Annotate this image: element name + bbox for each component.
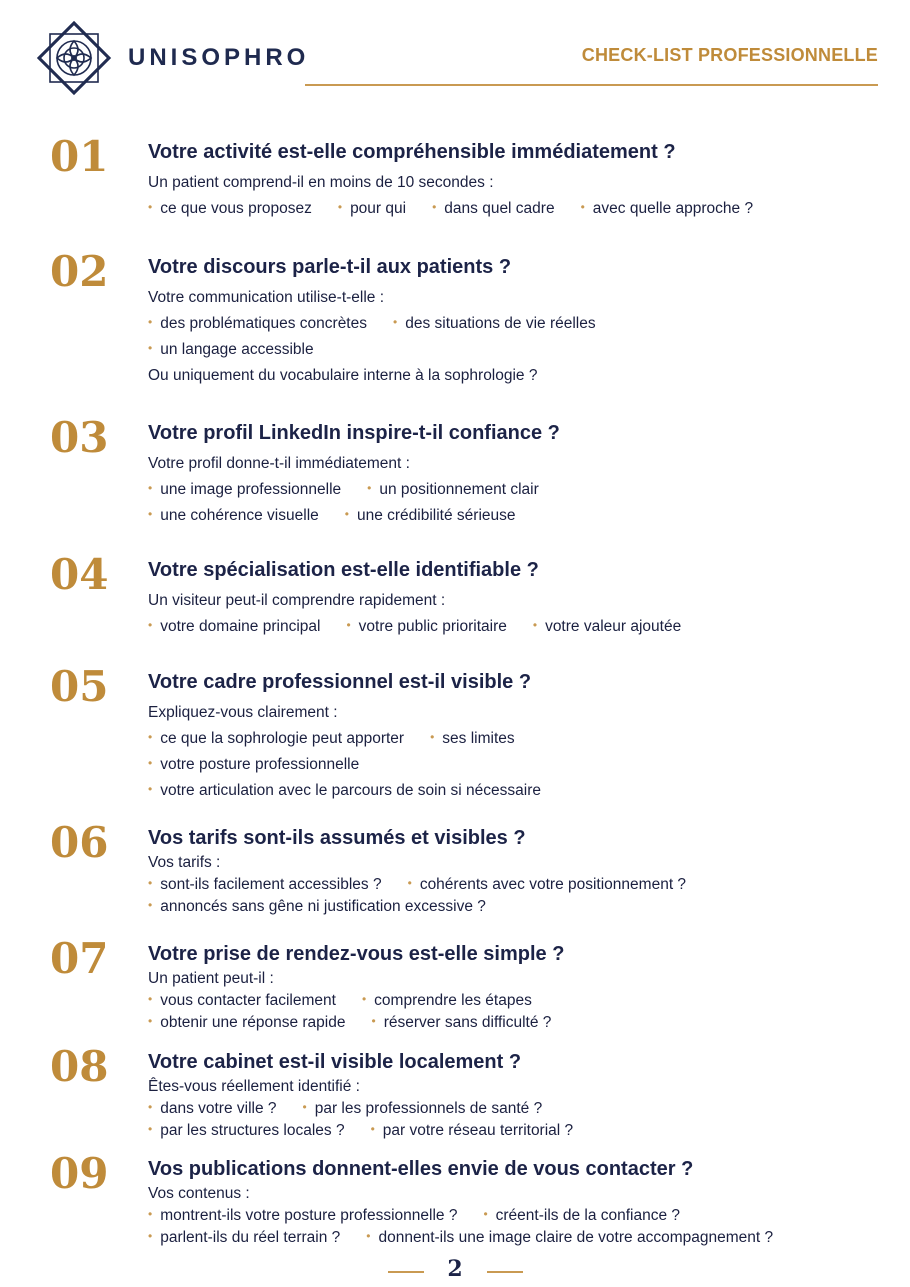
bullet-icon: • — [148, 315, 153, 329]
list-item-text: obtenir une réponse rapide — [160, 1014, 346, 1031]
list-item — [367, 477, 539, 503]
section-intro: Vos tarifs : — [148, 854, 221, 871]
bullet-icon: • — [148, 876, 153, 890]
list-item — [362, 990, 532, 1012]
list-item — [148, 1205, 457, 1227]
bullet-row — [148, 614, 870, 640]
section-content — [148, 1050, 870, 1142]
list-item-text: votre domaine principal — [160, 618, 321, 635]
footer-rule-left — [388, 1271, 424, 1273]
bullet-icon: • — [393, 315, 398, 329]
list-item-text: annoncés sans gêne ni justification excessive ? — [160, 898, 486, 915]
list-item — [148, 778, 541, 804]
footer-rule-right — [487, 1271, 523, 1273]
bullet-icon: • — [370, 1122, 375, 1136]
section-content — [148, 942, 870, 1034]
bullet-icon: • — [148, 507, 153, 521]
section-question: Vos tarifs sont-ils assumés et visibles ? — [148, 827, 526, 849]
bullet-row — [148, 726, 870, 752]
list-item-text: ce que vous proposez — [160, 200, 312, 217]
bullet-icon: • — [483, 1207, 488, 1221]
section-question: Votre cabinet est-il visible localement ? — [148, 1051, 522, 1073]
list-item-text: cohérents avec votre positionnement ? — [419, 876, 687, 893]
list-item — [148, 1012, 345, 1034]
list-item-text: votre valeur ajoutée — [545, 618, 682, 635]
bullet-icon: • — [148, 756, 153, 770]
list-item — [148, 726, 404, 752]
section-outro: Ou uniquement du vocabulaire interne à la sophrologie ? — [148, 367, 538, 384]
page-footer — [0, 1255, 910, 1287]
list-item — [148, 1120, 345, 1142]
list-item-text: comprendre les étapes — [374, 992, 532, 1009]
bullet-icon: • — [148, 1100, 153, 1114]
list-item-text: vous contacter facilement — [160, 992, 336, 1009]
list-item-text: pour qui — [350, 200, 407, 217]
list-item-text: des situations de vie réelles — [405, 315, 596, 332]
list-item-text: des problématiques concrètes — [160, 315, 367, 332]
list-item — [430, 726, 515, 752]
bullet-row — [148, 1205, 870, 1227]
list-item-text: donnent-ils une image claire de votre accompagnement ? — [378, 1229, 774, 1246]
list-item — [148, 1227, 340, 1249]
section-number: 06 — [50, 818, 109, 867]
bullet-row — [148, 990, 870, 1012]
section-intro: Un patient peut-il : — [148, 970, 274, 987]
section-number: 01 — [50, 132, 109, 181]
list-item — [408, 874, 686, 896]
section-content — [148, 558, 870, 640]
list-item — [483, 1205, 680, 1227]
section-number: 08 — [50, 1042, 109, 1091]
list-item — [432, 196, 555, 222]
bullet-icon: • — [344, 507, 349, 521]
bullet-icon: • — [346, 618, 351, 632]
bullet-icon: • — [148, 481, 153, 495]
list-item-text: réserver sans difficulté ? — [383, 1014, 552, 1031]
list-item-text: montrent-ils votre posture professionnelle ? — [160, 1207, 458, 1224]
list-item-text: votre public prioritaire — [358, 618, 507, 635]
section-question: Votre spécialisation est-elle identifiable ? — [148, 559, 539, 581]
bullet-icon: • — [361, 992, 367, 1006]
section-intro: Vos contenus : — [148, 1185, 250, 1202]
bullet-row — [148, 1120, 870, 1142]
list-item — [148, 311, 367, 337]
bullet-row — [148, 1227, 870, 1249]
bullet-icon: • — [366, 1229, 371, 1243]
list-item-text: par les professionnels de santé ? — [314, 1100, 543, 1117]
list-item-text: votre posture professionnelle — [160, 756, 360, 773]
bullet-row — [148, 778, 870, 804]
bullet-row — [148, 752, 870, 778]
bullet-icon: • — [148, 730, 153, 744]
list-item-text: par votre réseau territorial ? — [382, 1122, 574, 1139]
page-number: 2 — [447, 1256, 463, 1282]
section-number: 09 — [50, 1149, 109, 1198]
list-item — [345, 503, 516, 529]
bullet-row — [148, 196, 870, 222]
bullet-icon: • — [407, 876, 412, 890]
bullet-icon: • — [148, 618, 153, 632]
section-content — [148, 670, 870, 804]
section-question: Votre prise de rendez-vous est-elle simple ? — [148, 943, 565, 965]
list-item — [346, 614, 506, 640]
section-intro: Votre profil donne-t-il immédiatement : — [148, 455, 410, 472]
document-type: CHECK-LIST PROFESSIONNELLE — [581, 45, 878, 65]
section-content — [148, 255, 870, 389]
bullet-row — [148, 503, 870, 529]
list-item — [338, 196, 406, 222]
section-question: Vos publications donnent-elles envie de vous contacter ? — [148, 1158, 694, 1180]
mandala-logo-icon — [36, 20, 112, 96]
bullet-row — [148, 337, 870, 363]
bullet-icon: • — [148, 782, 153, 796]
section-intro: Un visiteur peut-il comprendre rapidement : — [148, 592, 446, 609]
list-item-text: créent-ils de la confiance ? — [495, 1207, 681, 1224]
list-item — [366, 1227, 773, 1249]
list-item-text: votre articulation avec le parcours de soin si nécessaire — [160, 782, 542, 799]
list-item — [148, 752, 359, 778]
list-item — [393, 311, 596, 337]
section-intro: Expliquez-vous clairement : — [148, 704, 338, 721]
bullet-icon: • — [432, 200, 437, 214]
bullet-icon: • — [148, 1122, 153, 1136]
list-item-text: par les structures locales ? — [160, 1122, 345, 1139]
header-divider — [305, 84, 878, 86]
section-question: Votre cadre professionnel est-il visible ? — [148, 671, 532, 693]
bullet-row — [148, 311, 870, 337]
section-question: Votre profil LinkedIn inspire-t-il confiance ? — [148, 422, 560, 444]
bullet-row — [148, 1098, 870, 1120]
section-number: 02 — [50, 247, 109, 296]
bullet-icon: • — [371, 1014, 376, 1028]
bullet-icon: • — [148, 898, 153, 912]
list-item — [148, 1098, 277, 1120]
bullet-icon: • — [580, 200, 585, 214]
bullet-icon: • — [367, 481, 372, 495]
list-item — [148, 503, 319, 529]
section-question: Votre activité est-elle compréhensible immédiatement ? — [148, 141, 676, 163]
section-content — [148, 421, 870, 529]
bullet-row — [148, 896, 870, 918]
section-intro: Êtes-vous réellement identifié : — [148, 1078, 360, 1095]
list-item — [371, 1012, 551, 1034]
list-item — [148, 477, 341, 503]
list-item — [148, 614, 320, 640]
bullet-icon: • — [148, 1207, 153, 1221]
section-intro: Un patient comprend-il en moins de 10 secondes : — [148, 174, 494, 191]
section-number: 04 — [50, 550, 109, 599]
list-item-text: parlent-ils du réel terrain ? — [160, 1229, 341, 1246]
list-item — [303, 1098, 543, 1120]
bullet-icon: • — [148, 1229, 153, 1243]
list-item-text: un positionnement clair — [379, 481, 539, 498]
bullet-icon: • — [148, 992, 153, 1006]
section-intro: Votre communication utilise-t-elle : — [148, 289, 385, 306]
list-item-text: dans votre ville ? — [160, 1100, 277, 1117]
list-item — [581, 196, 754, 222]
section-content — [148, 1157, 870, 1249]
list-item — [148, 337, 314, 363]
list-item-text: une crédibilité sérieuse — [356, 507, 516, 524]
bullet-row — [148, 1012, 870, 1034]
list-item-text: sont-ils facilement accessibles ? — [160, 876, 382, 893]
list-item — [371, 1120, 574, 1142]
list-item — [148, 896, 486, 918]
section-content — [148, 826, 870, 918]
bullet-icon: • — [337, 200, 343, 214]
list-item — [533, 614, 681, 640]
bullet-row — [148, 874, 870, 896]
bullet-icon: • — [302, 1100, 307, 1114]
list-item-text: avec quelle approche ? — [592, 200, 754, 217]
list-item-text: ses limites — [442, 730, 515, 747]
section-question: Votre discours parle-t-il aux patients ? — [148, 256, 512, 278]
page-header — [0, 0, 910, 100]
bullet-icon: • — [148, 200, 153, 214]
bullet-row — [148, 477, 870, 503]
list-item-text: dans quel cadre — [444, 200, 555, 217]
section-number: 05 — [50, 662, 109, 711]
bullet-icon: • — [430, 730, 435, 744]
section-number: 03 — [50, 413, 109, 462]
brand-name: UNISOPHRO — [128, 44, 310, 71]
section-content — [148, 140, 870, 222]
list-item — [148, 874, 382, 896]
bullet-icon: • — [532, 618, 538, 632]
list-item-text: une image professionnelle — [160, 481, 342, 498]
bullet-icon: • — [148, 341, 153, 355]
bullet-icon: • — [148, 1014, 153, 1028]
list-item — [148, 196, 312, 222]
list-item-text: ce que la sophrologie peut apporter — [160, 730, 405, 747]
list-item-text: un langage accessible — [160, 341, 314, 358]
section-number: 07 — [50, 934, 109, 983]
list-item-text: une cohérence visuelle — [160, 507, 319, 524]
list-item — [148, 990, 336, 1012]
